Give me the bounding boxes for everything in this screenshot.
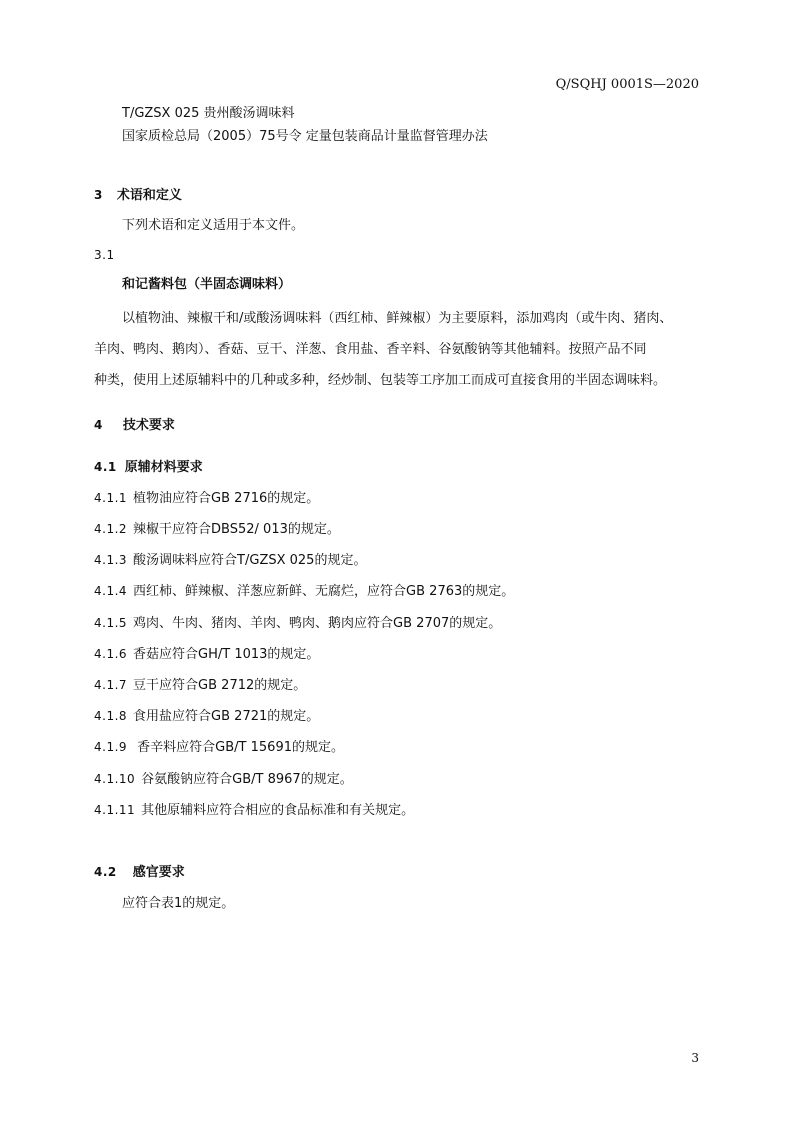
item-number: 4.1.10 [94,772,136,786]
subsection-heading [94,866,185,879]
definition-line: 羊肉、鸭肉、鹅肉）、香菇、豆干、洋葱、食用盐、香辛料、谷氨酸钠等其他辅料。按照产品不同 [94,342,647,357]
subsection-number: 4.1 [94,460,117,474]
item-text: 西红柿、鲜辣椒、洋葱应新鲜、无腐烂，应符合GB 2763的规定。 [133,584,515,599]
item-number: 4.1.8 [94,709,128,723]
list-item [94,679,306,692]
document-code: Q/SQHJ 0001S—2020 [555,77,699,92]
list-item [94,648,319,661]
item-number: 4.1.11 [94,803,136,817]
list-item [94,523,340,536]
paragraph: 应符合表1的规定。 [122,896,235,911]
section-number: 3 [94,188,103,202]
section-number: 4 [94,418,103,432]
page-number: 3 [691,1051,699,1065]
item-text: 香菇应符合GH/T 1013的规定。 [133,647,320,662]
section-title: 技术要求 [122,418,175,433]
subsection-title: 原辅材料要求 [124,460,203,475]
item-text: 谷氨酸钠应符合GB/T 8967的规定。 [141,772,353,787]
item-text: 辣椒干应符合DBS52/ 013的规定。 [133,522,340,537]
item-number: 4.1.1 [94,491,128,505]
item-number: 4.1.3 [94,553,128,567]
list-item [94,585,514,598]
definition-line: 以植物油、辣椒干和/或酸汤调味料（西红柿、鲜辣椒）为主要原料，添加鸡肉（或牛肉、猪肉、 [122,311,673,326]
list-item [94,492,319,505]
list-item [94,804,414,817]
item-text: 酸汤调味料应符合T/GZSX 025的规定。 [133,553,367,568]
subsection-number: 4.2 [94,865,117,879]
item-number: 4.1.7 [94,678,128,692]
item-number: 4.1.4 [94,584,128,598]
item-text: 食用盐应符合GB 2721的规定。 [133,709,320,724]
item-text: 其他原辅料应符合相应的食品标准和有关规定。 [141,803,415,818]
list-item [94,773,353,786]
item-number: 4.1.2 [94,522,128,536]
item-text: 香辛料应符合GB/T 15691的规定。 [133,740,344,755]
section-heading [94,419,175,432]
list-item [94,554,366,567]
definition-line: 种类，使用上述原辅料中的几种或多种，经炒制、包装等工序加工而成可直接食用的半固态调味料。 [94,373,667,388]
list-item [94,741,344,754]
term-title: 和记酱料包（半固态调味料） [122,277,292,292]
item-text: 豆干应符合GB 2712的规定。 [133,678,307,693]
item-number: 4.1.9 [94,740,128,754]
item-number: 4.1.6 [94,647,128,661]
section-heading [94,189,182,202]
subsection-title: 感官要求 [132,865,185,880]
subsection-number: 3.1 [94,248,115,262]
paragraph: 下列术语和定义适用于本文件。 [122,218,305,233]
section-title: 术语和定义 [116,188,182,203]
reference-line: T/GZSX 025 贵州酸汤调味料 [122,106,295,121]
item-text: 植物油应符合GB 2716的规定。 [133,491,320,506]
list-item [94,617,501,630]
list-item [94,710,319,723]
reference-line: 国家质检总局（2005）75号令 定量包装商品计量监督管理办法 [122,129,488,144]
item-text: 鸡肉、牛肉、猪肉、羊肉、鸭肉、鹅肉应符合GB 2707的规定。 [133,616,502,631]
item-number: 4.1.5 [94,616,128,630]
subsection-heading [94,461,203,474]
